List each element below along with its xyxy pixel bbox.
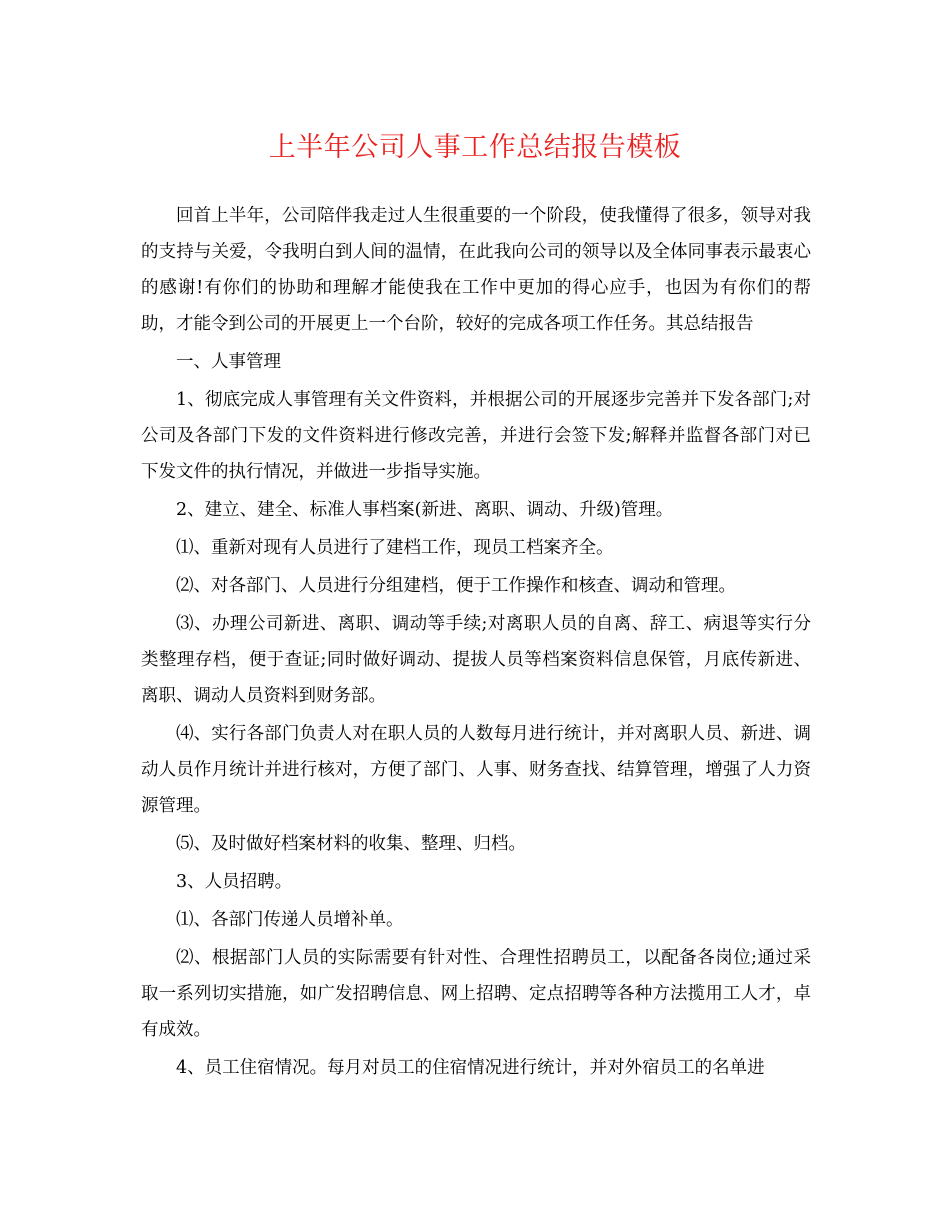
- paragraph-item-2: 2、建立、建全、标准人事档案(新进、离职、调动、升级)管理。: [176, 500, 674, 520]
- document-title: 上半年公司人事工作总结报告模板: [268, 132, 682, 163]
- paragraph-item-4: 4、员工住宿情况。每月对员工的住宿情况进行统计，并对外宿员工的名单进: [176, 1058, 765, 1078]
- paragraph-item-1: 1、彻底完成人事管理有关文件资料，并根据公司的开展逐步完善并下发各部门;对公司及各部门下发的文件资料进行修改完善，并进行会签下发;解释并监督各部门对已下发文件的执行情况，并做进一步指导实施。: [141, 390, 811, 482]
- paragraph-item-3-1: ⑴、各部门传递人员增补单。: [176, 910, 404, 930]
- document-body: [141, 198, 811, 1086]
- paragraph-item-2-4: ⑷、实行各部门负责人对在职人员的人数每月进行统计，并对离职人员、新进、调动人员作月统计并进行核对，方便了部门、人事、财务查找、结算管理，增强了人力资源管理。: [141, 724, 811, 816]
- paragraph-item-2-1: ⑴、重新对现有人员进行了建档工作，现员工档案齐全。: [176, 538, 614, 558]
- paragraph-item-3: 3、人员招聘。: [176, 872, 293, 892]
- paragraph-intro: 回首上半年，公司陪伴我走过人生很重要的一个阶段，使我懂得了很多，领导对我的支持与关爱，令我明白到人间的温情，在此我向公司的领导以及全体同事表示最衷心的感谢!有你们的协助和理解才能使我在工作中更加的得心应手，也因为有你们的帮助，才能令到公司的开展更上一个台阶，较好的完成各项工作任务。其总结报告: [141, 206, 811, 334]
- heading-personnel-management: 一、人事管理: [176, 352, 281, 372]
- paragraph-item-2-5: ⑸、及时做好档案材料的收集、整理、归档。: [176, 834, 526, 854]
- paragraph-item-2-3: ⑶、办理公司新进、离职、调动等手续;对离职人员的自离、辞工、病退等实行分类整理存档，便于查证;同时做好调动、提拔人员等档案资料信息保管，月底传新进、离职、调动人员资料到财务部。: [141, 614, 811, 706]
- paragraph-item-2-2: ⑵、对各部门、人员进行分组建档，便于工作操作和核查、调动和管理。: [176, 576, 736, 596]
- paragraph-item-3-2: ⑵、根据部门人员的实际需要有针对性、合理性招聘员工，以配备各岗位;通过采取一系列切实措施，如广发招聘信息、网上招聘、定点招聘等各种方法揽用工人才，卓有成效。: [141, 948, 811, 1040]
